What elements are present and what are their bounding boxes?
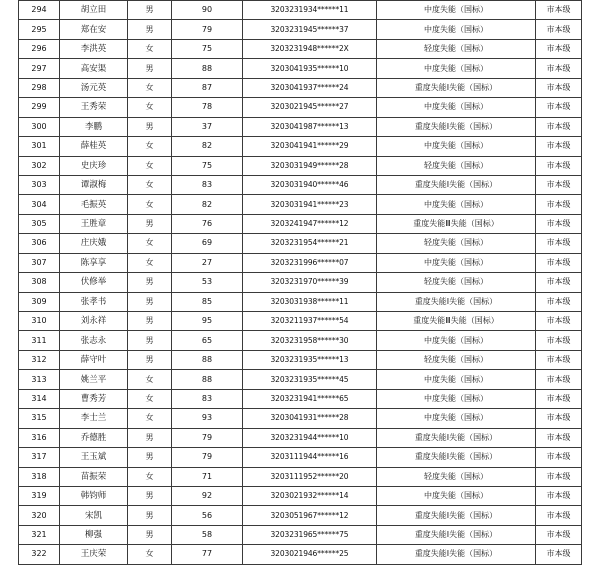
gender-cell: 男 <box>128 292 172 311</box>
jurisdiction-cell: 市本级 <box>536 467 582 486</box>
gender-cell: 男 <box>128 59 172 78</box>
disability-level-cell: 中度失能（国标） <box>377 370 536 389</box>
jurisdiction-cell: 市本级 <box>536 98 582 117</box>
disability-level-cell: 中度失能（国标） <box>377 389 536 408</box>
serial-number-cell: 300 <box>19 117 60 136</box>
serial-number-cell: 307 <box>19 253 60 272</box>
gender-cell: 女 <box>128 467 172 486</box>
person-name-cell: 李洪英 <box>60 39 128 58</box>
table-row <box>19 350 582 369</box>
person-name-cell: 郑在安 <box>60 20 128 39</box>
table-row <box>19 20 582 39</box>
age-cell: 58 <box>172 525 243 544</box>
age-cell: 87 <box>172 78 243 97</box>
id-number-cell: 3203241947******12 <box>243 214 377 233</box>
person-name-cell: 张志永 <box>60 331 128 350</box>
age-cell: 76 <box>172 214 243 233</box>
jurisdiction-cell: 市本级 <box>536 312 582 331</box>
id-number-cell: 3203111952******20 <box>243 467 377 486</box>
table-row <box>19 1 582 20</box>
id-number-cell: 3203041935******10 <box>243 59 377 78</box>
id-number-cell: 3203231944******10 <box>243 428 377 447</box>
jurisdiction-cell: 市本级 <box>536 78 582 97</box>
disability-level-cell: 重度失能Ⅰ失能（国标） <box>377 525 536 544</box>
serial-number-cell: 311 <box>19 331 60 350</box>
document-sheet <box>18 0 581 565</box>
jurisdiction-cell: 市本级 <box>536 20 582 39</box>
id-number-cell: 3203021932******14 <box>243 486 377 505</box>
table-body <box>19 1 582 565</box>
person-name-cell: 王秀荣 <box>60 98 128 117</box>
table-row <box>19 448 582 467</box>
jurisdiction-cell: 市本级 <box>536 234 582 253</box>
id-number-cell: 3203231945******37 <box>243 20 377 39</box>
age-cell: 75 <box>172 39 243 58</box>
disability-level-cell: 重度失能Ⅰ失能（国标） <box>377 292 536 311</box>
serial-number-cell: 304 <box>19 195 60 214</box>
person-name-cell: 谭淑梅 <box>60 175 128 194</box>
person-name-cell: 刘永祥 <box>60 312 128 331</box>
id-number-cell: 3203231965******75 <box>243 525 377 544</box>
jurisdiction-cell: 市本级 <box>536 175 582 194</box>
person-name-cell: 张孝书 <box>60 292 128 311</box>
disability-level-cell: 重度失能Ⅰ失能（国标） <box>377 428 536 447</box>
age-cell: 95 <box>172 312 243 331</box>
disability-level-cell: 轻度失能（国标） <box>377 273 536 292</box>
age-cell: 88 <box>172 370 243 389</box>
jurisdiction-cell: 市本级 <box>536 39 582 58</box>
jurisdiction-cell: 市本级 <box>536 253 582 272</box>
table-row <box>19 175 582 194</box>
person-name-cell: 李士兰 <box>60 409 128 428</box>
jurisdiction-cell: 市本级 <box>536 1 582 20</box>
id-number-cell: 3203041941******29 <box>243 137 377 156</box>
disability-level-cell: 重度失能Ⅰ失能（国标） <box>377 78 536 97</box>
disability-level-cell: 中度失能（国标） <box>377 1 536 20</box>
disability-level-cell: 重度失能Ⅲ失能（国标） <box>377 312 536 331</box>
person-name-cell: 王庆荣 <box>60 545 128 564</box>
serial-number-cell: 314 <box>19 389 60 408</box>
age-cell: 75 <box>172 156 243 175</box>
person-name-cell: 史庆珍 <box>60 156 128 175</box>
table-row <box>19 98 582 117</box>
gender-cell: 女 <box>128 98 172 117</box>
gender-cell: 男 <box>128 448 172 467</box>
id-number-cell: 3203041937******24 <box>243 78 377 97</box>
serial-number-cell: 299 <box>19 98 60 117</box>
serial-number-cell: 308 <box>19 273 60 292</box>
gender-cell: 男 <box>128 428 172 447</box>
jurisdiction-cell: 市本级 <box>536 137 582 156</box>
jurisdiction-cell: 市本级 <box>536 448 582 467</box>
table-row <box>19 195 582 214</box>
person-name-cell: 乔德胜 <box>60 428 128 447</box>
serial-number-cell: 321 <box>19 525 60 544</box>
gender-cell: 女 <box>128 234 172 253</box>
id-number-cell: 3203231958******30 <box>243 331 377 350</box>
age-cell: 93 <box>172 409 243 428</box>
disability-level-cell: 中度失能（国标） <box>377 195 536 214</box>
gender-cell: 男 <box>128 350 172 369</box>
table-row <box>19 389 582 408</box>
jurisdiction-cell: 市本级 <box>536 428 582 447</box>
person-name-cell: 韩钧师 <box>60 486 128 505</box>
gender-cell: 女 <box>128 253 172 272</box>
jurisdiction-cell: 市本级 <box>536 273 582 292</box>
id-number-cell: 3203051967******12 <box>243 506 377 525</box>
id-number-cell: 3203231935******45 <box>243 370 377 389</box>
table-row <box>19 409 582 428</box>
gender-cell: 女 <box>128 39 172 58</box>
jurisdiction-cell: 市本级 <box>536 389 582 408</box>
age-cell: 92 <box>172 486 243 505</box>
gender-cell: 男 <box>128 506 172 525</box>
serial-number-cell: 295 <box>19 20 60 39</box>
age-cell: 79 <box>172 20 243 39</box>
gender-cell: 男 <box>128 273 172 292</box>
gender-cell: 女 <box>128 409 172 428</box>
disability-level-cell: 轻度失能（国标） <box>377 467 536 486</box>
person-name-cell: 柳强 <box>60 525 128 544</box>
person-name-cell: 毛振英 <box>60 195 128 214</box>
table-row <box>19 273 582 292</box>
jurisdiction-cell: 市本级 <box>536 370 582 389</box>
serial-number-cell: 303 <box>19 175 60 194</box>
serial-number-cell: 322 <box>19 545 60 564</box>
serial-number-cell: 320 <box>19 506 60 525</box>
person-name-cell: 苗振荣 <box>60 467 128 486</box>
person-name-cell: 庄庆娥 <box>60 234 128 253</box>
person-name-cell: 胡立田 <box>60 1 128 20</box>
id-number-cell: 3203111944******16 <box>243 448 377 467</box>
age-cell: 78 <box>172 98 243 117</box>
person-name-cell: 高安渠 <box>60 59 128 78</box>
age-cell: 83 <box>172 175 243 194</box>
id-number-cell: 3203041987******13 <box>243 117 377 136</box>
age-cell: 69 <box>172 234 243 253</box>
serial-number-cell: 319 <box>19 486 60 505</box>
serial-number-cell: 296 <box>19 39 60 58</box>
age-cell: 65 <box>172 331 243 350</box>
serial-number-cell: 318 <box>19 467 60 486</box>
disability-level-cell: 中度失能（国标） <box>377 20 536 39</box>
id-number-cell: 3203231970******39 <box>243 273 377 292</box>
serial-number-cell: 301 <box>19 137 60 156</box>
disability-level-cell: 重度失能Ⅰ失能（国标） <box>377 448 536 467</box>
table-row <box>19 253 582 272</box>
disability-level-cell: 重度失能Ⅰ失能（国标） <box>377 506 536 525</box>
jurisdiction-cell: 市本级 <box>536 331 582 350</box>
age-cell: 77 <box>172 545 243 564</box>
person-name-cell: 姚兰平 <box>60 370 128 389</box>
disability-level-cell: 重度失能Ⅰ失能（国标） <box>377 545 536 564</box>
person-name-cell: 薛桂英 <box>60 137 128 156</box>
serial-number-cell: 297 <box>19 59 60 78</box>
serial-number-cell: 298 <box>19 78 60 97</box>
table-row <box>19 486 582 505</box>
gender-cell: 女 <box>128 545 172 564</box>
table-row <box>19 292 582 311</box>
disability-level-cell: 中度失能（国标） <box>377 486 536 505</box>
table-row <box>19 59 582 78</box>
table-row <box>19 525 582 544</box>
serial-number-cell: 309 <box>19 292 60 311</box>
age-cell: 71 <box>172 467 243 486</box>
id-number-cell: 3203041931******28 <box>243 409 377 428</box>
jurisdiction-cell: 市本级 <box>536 350 582 369</box>
gender-cell: 女 <box>128 175 172 194</box>
serial-number-cell: 294 <box>19 1 60 20</box>
id-number-cell: 3203021945******27 <box>243 98 377 117</box>
id-number-cell: 3203031941******23 <box>243 195 377 214</box>
serial-number-cell: 316 <box>19 428 60 447</box>
age-cell: 53 <box>172 273 243 292</box>
disability-level-cell: 重度失能Ⅲ失能（国标） <box>377 214 536 233</box>
gender-cell: 男 <box>128 312 172 331</box>
id-number-cell: 3203231996******07 <box>243 253 377 272</box>
age-cell: 79 <box>172 448 243 467</box>
id-number-cell: 3203031949******28 <box>243 156 377 175</box>
disability-level-cell: 中度失能（国标） <box>377 137 536 156</box>
id-number-cell: 3203231934******11 <box>243 1 377 20</box>
disability-level-cell: 中度失能（国标） <box>377 409 536 428</box>
table-row <box>19 467 582 486</box>
age-cell: 88 <box>172 59 243 78</box>
gender-cell: 女 <box>128 78 172 97</box>
disability-level-cell: 轻度失能（国标） <box>377 39 536 58</box>
person-name-cell: 王胜章 <box>60 214 128 233</box>
person-name-cell: 薛守叶 <box>60 350 128 369</box>
table-row <box>19 156 582 175</box>
age-cell: 82 <box>172 195 243 214</box>
serial-number-cell: 315 <box>19 409 60 428</box>
age-cell: 37 <box>172 117 243 136</box>
id-number-cell: 3203231935******13 <box>243 350 377 369</box>
disability-level-cell: 中度失能（国标） <box>377 98 536 117</box>
table-row <box>19 137 582 156</box>
table-row <box>19 234 582 253</box>
person-name-cell: 汤元英 <box>60 78 128 97</box>
age-cell: 83 <box>172 389 243 408</box>
disability-level-cell: 轻度失能（国标） <box>377 234 536 253</box>
id-number-cell: 3203231941******65 <box>243 389 377 408</box>
age-cell: 82 <box>172 137 243 156</box>
gender-cell: 男 <box>128 117 172 136</box>
jurisdiction-cell: 市本级 <box>536 525 582 544</box>
gender-cell: 女 <box>128 195 172 214</box>
id-number-cell: 3203021946******25 <box>243 545 377 564</box>
disability-level-cell: 中度失能（国标） <box>377 59 536 78</box>
id-number-cell: 3203211937******54 <box>243 312 377 331</box>
age-cell: 88 <box>172 350 243 369</box>
person-name-cell: 曹秀芳 <box>60 389 128 408</box>
serial-number-cell: 317 <box>19 448 60 467</box>
age-cell: 27 <box>172 253 243 272</box>
table-row <box>19 506 582 525</box>
age-cell: 85 <box>172 292 243 311</box>
disability-level-cell: 重度失能Ⅰ失能（国标） <box>377 117 536 136</box>
id-number-cell: 3203031940******46 <box>243 175 377 194</box>
disability-level-cell: 轻度失能（国标） <box>377 350 536 369</box>
table-row <box>19 39 582 58</box>
gender-cell: 男 <box>128 214 172 233</box>
id-number-cell: 3203231954******21 <box>243 234 377 253</box>
gender-cell: 女 <box>128 156 172 175</box>
id-number-cell: 3203231948******2X <box>243 39 377 58</box>
jurisdiction-cell: 市本级 <box>536 409 582 428</box>
serial-number-cell: 305 <box>19 214 60 233</box>
age-cell: 90 <box>172 1 243 20</box>
table-row <box>19 545 582 564</box>
serial-number-cell: 313 <box>19 370 60 389</box>
id-number-cell: 3203031938******11 <box>243 292 377 311</box>
gender-cell: 男 <box>128 1 172 20</box>
jurisdiction-cell: 市本级 <box>536 156 582 175</box>
disability-level-cell: 中度失能（国标） <box>377 331 536 350</box>
serial-number-cell: 306 <box>19 234 60 253</box>
age-cell: 79 <box>172 428 243 447</box>
age-cell: 56 <box>172 506 243 525</box>
table-row <box>19 331 582 350</box>
jurisdiction-cell: 市本级 <box>536 117 582 136</box>
serial-number-cell: 310 <box>19 312 60 331</box>
person-name-cell: 李鹏 <box>60 117 128 136</box>
person-name-cell: 陈享享 <box>60 253 128 272</box>
serial-number-cell: 302 <box>19 156 60 175</box>
jurisdiction-cell: 市本级 <box>536 506 582 525</box>
gender-cell: 女 <box>128 389 172 408</box>
disability-roster-table <box>18 0 582 565</box>
serial-number-cell: 312 <box>19 350 60 369</box>
table-row <box>19 370 582 389</box>
person-name-cell: 宋凯 <box>60 506 128 525</box>
gender-cell: 男 <box>128 20 172 39</box>
gender-cell: 男 <box>128 486 172 505</box>
gender-cell: 女 <box>128 137 172 156</box>
jurisdiction-cell: 市本级 <box>536 214 582 233</box>
table-row <box>19 117 582 136</box>
table-row <box>19 214 582 233</box>
jurisdiction-cell: 市本级 <box>536 486 582 505</box>
table-row <box>19 78 582 97</box>
person-name-cell: 伏修举 <box>60 273 128 292</box>
jurisdiction-cell: 市本级 <box>536 195 582 214</box>
table-row <box>19 428 582 447</box>
table-row <box>19 312 582 331</box>
jurisdiction-cell: 市本级 <box>536 59 582 78</box>
disability-level-cell: 轻度失能（国标） <box>377 156 536 175</box>
gender-cell: 男 <box>128 525 172 544</box>
gender-cell: 女 <box>128 370 172 389</box>
person-name-cell: 王玉斌 <box>60 448 128 467</box>
gender-cell: 男 <box>128 331 172 350</box>
jurisdiction-cell: 市本级 <box>536 545 582 564</box>
disability-level-cell: 重度失能Ⅰ失能（国标） <box>377 175 536 194</box>
disability-level-cell: 中度失能（国标） <box>377 253 536 272</box>
jurisdiction-cell: 市本级 <box>536 292 582 311</box>
